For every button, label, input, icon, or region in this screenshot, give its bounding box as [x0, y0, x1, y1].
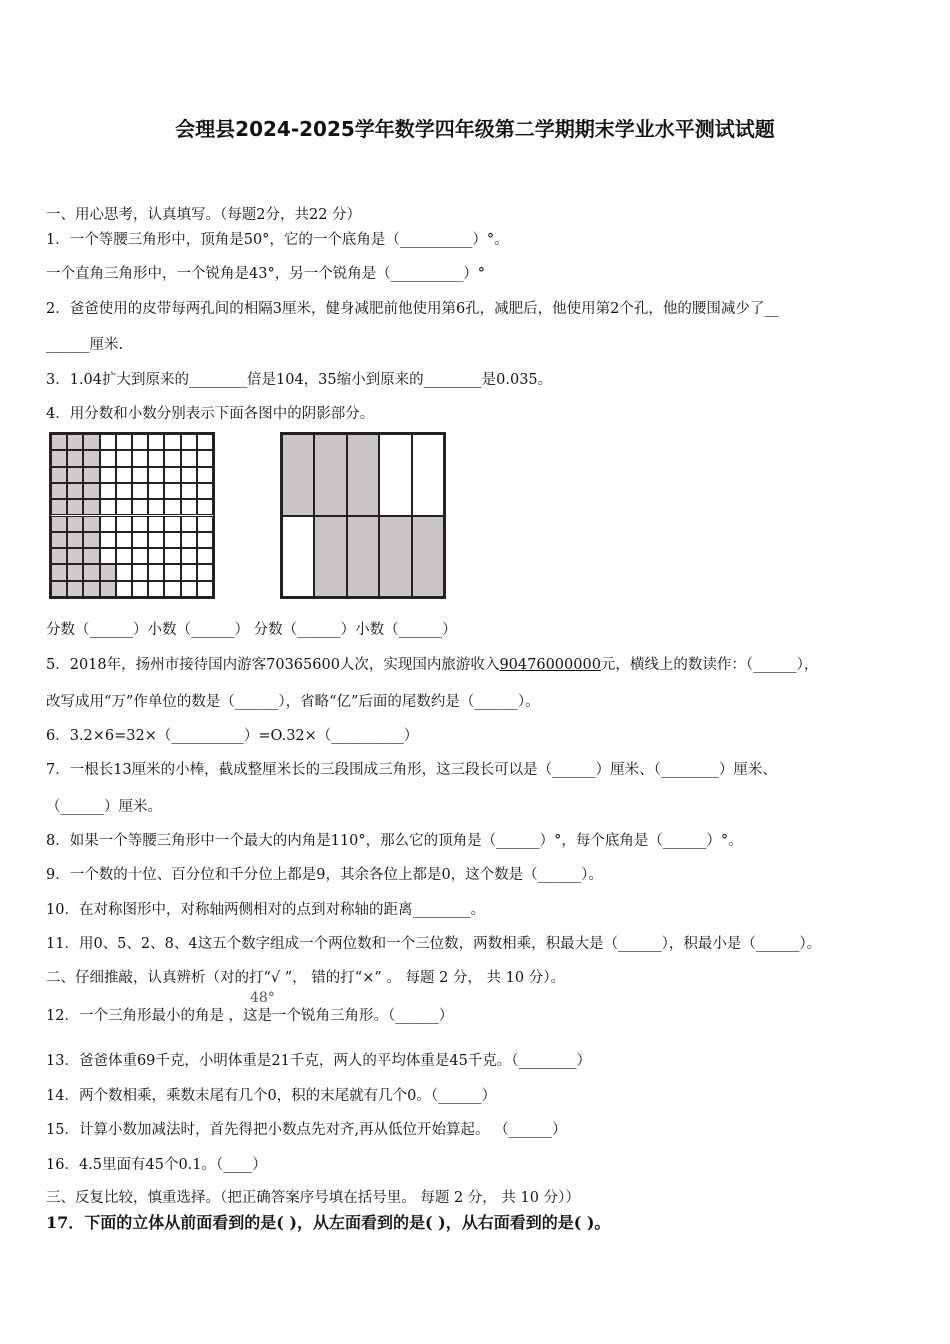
grid-cell: [67, 450, 83, 466]
grid-cell: [181, 548, 197, 564]
text-line: 改写成用“万”作单位的数是（______），省略“亿”后面的尾数约是（______）。: [46, 694, 540, 710]
text-line: 13．爸爸体重69千克，小明体重是21千克，两人的平均体重是45千克。（________）: [46, 1053, 592, 1069]
grid-cell: [164, 467, 180, 483]
grid-cell: [197, 434, 213, 450]
bar-cell: [314, 516, 346, 598]
grid-cell: [116, 483, 132, 499]
grid-cell: [83, 548, 99, 564]
grid-cell: [197, 581, 213, 597]
grid-cell: [51, 434, 67, 450]
bar-cell: [412, 434, 444, 516]
grid-cell: [67, 532, 83, 548]
text-line: 10．在对称图形中，对称轴两侧相对的点到对称轴的距离________。: [46, 902, 485, 918]
text-line: 一、用心思考，认真填写。（每题2分，共22 分）: [46, 207, 362, 223]
grid-cell: [67, 516, 83, 532]
grid-cell: [100, 548, 116, 564]
grid-cell: [51, 450, 67, 466]
bar-cell: [379, 516, 411, 598]
grid-cell: [181, 564, 197, 580]
grid-cell: [132, 483, 148, 499]
grid-cell: [116, 532, 132, 548]
grid-cell: [181, 450, 197, 466]
text-line: 7．一根长13厘米的小棒，截成整厘米长的三段围成三角形，这三段长可以是（______）厘米、（________）厘米、: [46, 762, 777, 778]
grid-cell: [148, 516, 164, 532]
grid-cell: [51, 581, 67, 597]
grid-cell: [197, 499, 213, 515]
grid-cell: [164, 516, 180, 532]
bar-cell: [282, 434, 314, 516]
q5-prefix: 5．2018年，扬州市接待国内游客70365600人次，实现国内旅游收入: [46, 657, 500, 673]
grid-cell: [164, 548, 180, 564]
grid-cell: [132, 516, 148, 532]
grid-cell: [51, 532, 67, 548]
grid-cell: [148, 450, 164, 466]
grid-cell: [197, 548, 213, 564]
grid-cell: [164, 581, 180, 597]
bar-cell: [314, 434, 346, 516]
grid-cell: [51, 548, 67, 564]
grid-cell: [181, 532, 197, 548]
grid-cell: [100, 532, 116, 548]
text-line: 15．计算小数加减法时，首先得把小数点先对齐,再从低位开始算起。 （______）: [46, 1122, 567, 1138]
grid-cell: [164, 564, 180, 580]
grid-cell: [100, 516, 116, 532]
grid-cell: [132, 548, 148, 564]
page-title: 会理县2024-2025学年数学四年级第二学期期末学业水平测试试题: [175, 117, 775, 141]
text-line: 11．用0、5、2、8、4这五个数字组成一个两位数和一个三位数，两数相乘，积最大是（______），积最小是（______）。: [46, 936, 822, 952]
grid-cell: [132, 581, 148, 597]
grid-cell: [83, 581, 99, 597]
grid-cell: [51, 483, 67, 499]
grid-cell: [83, 532, 99, 548]
text-line: 6．3.2×6=32×（__________）=O.32×（__________）: [46, 728, 419, 744]
grid-cell: [148, 548, 164, 564]
text-line: 9．一个数的十位、百分位和千分位上都是9，其余各位上都是0，这个数是（______）。: [46, 867, 603, 883]
grid-cell: [67, 434, 83, 450]
grid-cell: [148, 434, 164, 450]
grid-cell: [197, 532, 213, 548]
text-line: 4．用分数和小数分别表示下面各图中的阴影部分。: [46, 406, 375, 422]
text-line: 16．4.5里面有45个0.1。（____）: [46, 1157, 267, 1173]
grid-cell: [51, 499, 67, 515]
grid-cell: [83, 516, 99, 532]
grid-cell: [181, 581, 197, 597]
grid-cell: [100, 434, 116, 450]
grid-cell: [148, 564, 164, 580]
grid-cell: [67, 548, 83, 564]
ten-part-rectangle-figure: [280, 432, 446, 599]
grid-cell: [148, 499, 164, 515]
grid-cell: [181, 499, 197, 515]
grid-cell: [164, 483, 180, 499]
grid-cell: [116, 516, 132, 532]
grid-cell: [164, 450, 180, 466]
text-line: 1．一个等腰三角形中，顶角是50°，它的一个底角是（__________）°。: [46, 232, 509, 248]
grid-cell: [148, 532, 164, 548]
grid-cell: [132, 450, 148, 466]
grid-cell: [83, 434, 99, 450]
grid-cell: [132, 564, 148, 580]
grid-cell: [181, 467, 197, 483]
grid-cell: [116, 434, 132, 450]
grid-cell: [83, 564, 99, 580]
bar-cell: [347, 434, 379, 516]
text-line: 三、反复比较，慎重选择。（把正确答案序号填在括号里。 每题 2 分， 共 10 分））: [46, 1190, 580, 1206]
grid-cell: [132, 434, 148, 450]
text-line: 3．1.04扩大到原来的________倍是104，35缩小到原来的________是0.035。: [46, 372, 553, 388]
text-line: 分数（______）小数（______） 分数（______）小数（______）: [46, 622, 457, 638]
grid-cell: [51, 564, 67, 580]
grid-cell: [100, 483, 116, 499]
grid-cell: [164, 499, 180, 515]
grid-cell: [181, 483, 197, 499]
hundred-grid-figure: [49, 432, 215, 599]
grid-cell: [83, 450, 99, 466]
grid-cell: [181, 516, 197, 532]
grid-cell: [100, 467, 116, 483]
text-line: （______）厘米。: [46, 799, 162, 815]
grid-cell: [181, 434, 197, 450]
grid-cell: [67, 499, 83, 515]
bar-cell: [412, 516, 444, 598]
q5-suffix: 元，横线上的数读作：（______），: [600, 657, 819, 673]
grid-cell: [197, 564, 213, 580]
bar-cell: [347, 516, 379, 598]
grid-cell: [148, 467, 164, 483]
grid-cell: [116, 450, 132, 466]
bar-cell: [379, 434, 411, 516]
grid-cell: [100, 499, 116, 515]
grid-cell: [83, 499, 99, 515]
grid-cell: [164, 434, 180, 450]
grid-cell: [116, 564, 132, 580]
text-line: 二、仔细推敲，认真辨析（对的打“√ ”， 错的打“×” 。 每题 2 分， 共 10 分）。: [46, 970, 565, 986]
grid-cell: [197, 450, 213, 466]
grid-cell: [132, 467, 148, 483]
grid-cell: [148, 581, 164, 597]
grid-cell: [83, 467, 99, 483]
question-5: [46, 653, 818, 674]
text-line: 2．爸爸使用的皮带每两孔间的相隔3厘米，健身减肥前他使用第6孔，减肥后，他使用第2个孔，他的腰围减少了__: [46, 301, 779, 317]
grid-cell: [67, 564, 83, 580]
grid-cell: [132, 499, 148, 515]
text-line: 12．一个三角形最小的角是 ，这是一个锐角三角形。（______）: [46, 1008, 454, 1024]
grid-cell: [67, 581, 83, 597]
grid-cell: [67, 483, 83, 499]
grid-cell: [100, 581, 116, 597]
grid-cell: [100, 450, 116, 466]
bar-cell: [282, 516, 314, 598]
text-line: ______厘米.: [46, 337, 124, 353]
grid-cell: [116, 548, 132, 564]
grid-cell: [116, 581, 132, 597]
text-line: 一个直角三角形中，一个锐角是43°，另一个锐角是（__________）°: [46, 266, 485, 282]
grid-cell: [100, 564, 116, 580]
angle-label: 48°: [250, 990, 275, 1006]
grid-cell: [164, 532, 180, 548]
text-line: 8．如果一个等腰三角形中一个最大的内角是110°，那么它的顶角是（______）°，每个底角是（______）°。: [46, 833, 743, 849]
grid-cell: [51, 516, 67, 532]
grid-cell: [197, 516, 213, 532]
grid-cell: [197, 467, 213, 483]
grid-cell: [51, 467, 67, 483]
q5-underlined-number: 90476000000: [499, 657, 601, 673]
grid-cell: [67, 467, 83, 483]
grid-cell: [132, 532, 148, 548]
grid-cell: [197, 483, 213, 499]
text-line: 14．两个数相乘，乘数末尾有几个0，积的末尾就有几个0。（______）: [46, 1088, 497, 1104]
grid-cell: [148, 483, 164, 499]
grid-cell: [116, 499, 132, 515]
text-line: 17．下面的立体从前面看到的是( )，从左面看到的是( )，从右面看到的是( )。: [46, 1213, 611, 1232]
grid-cell: [116, 467, 132, 483]
grid-cell: [83, 483, 99, 499]
